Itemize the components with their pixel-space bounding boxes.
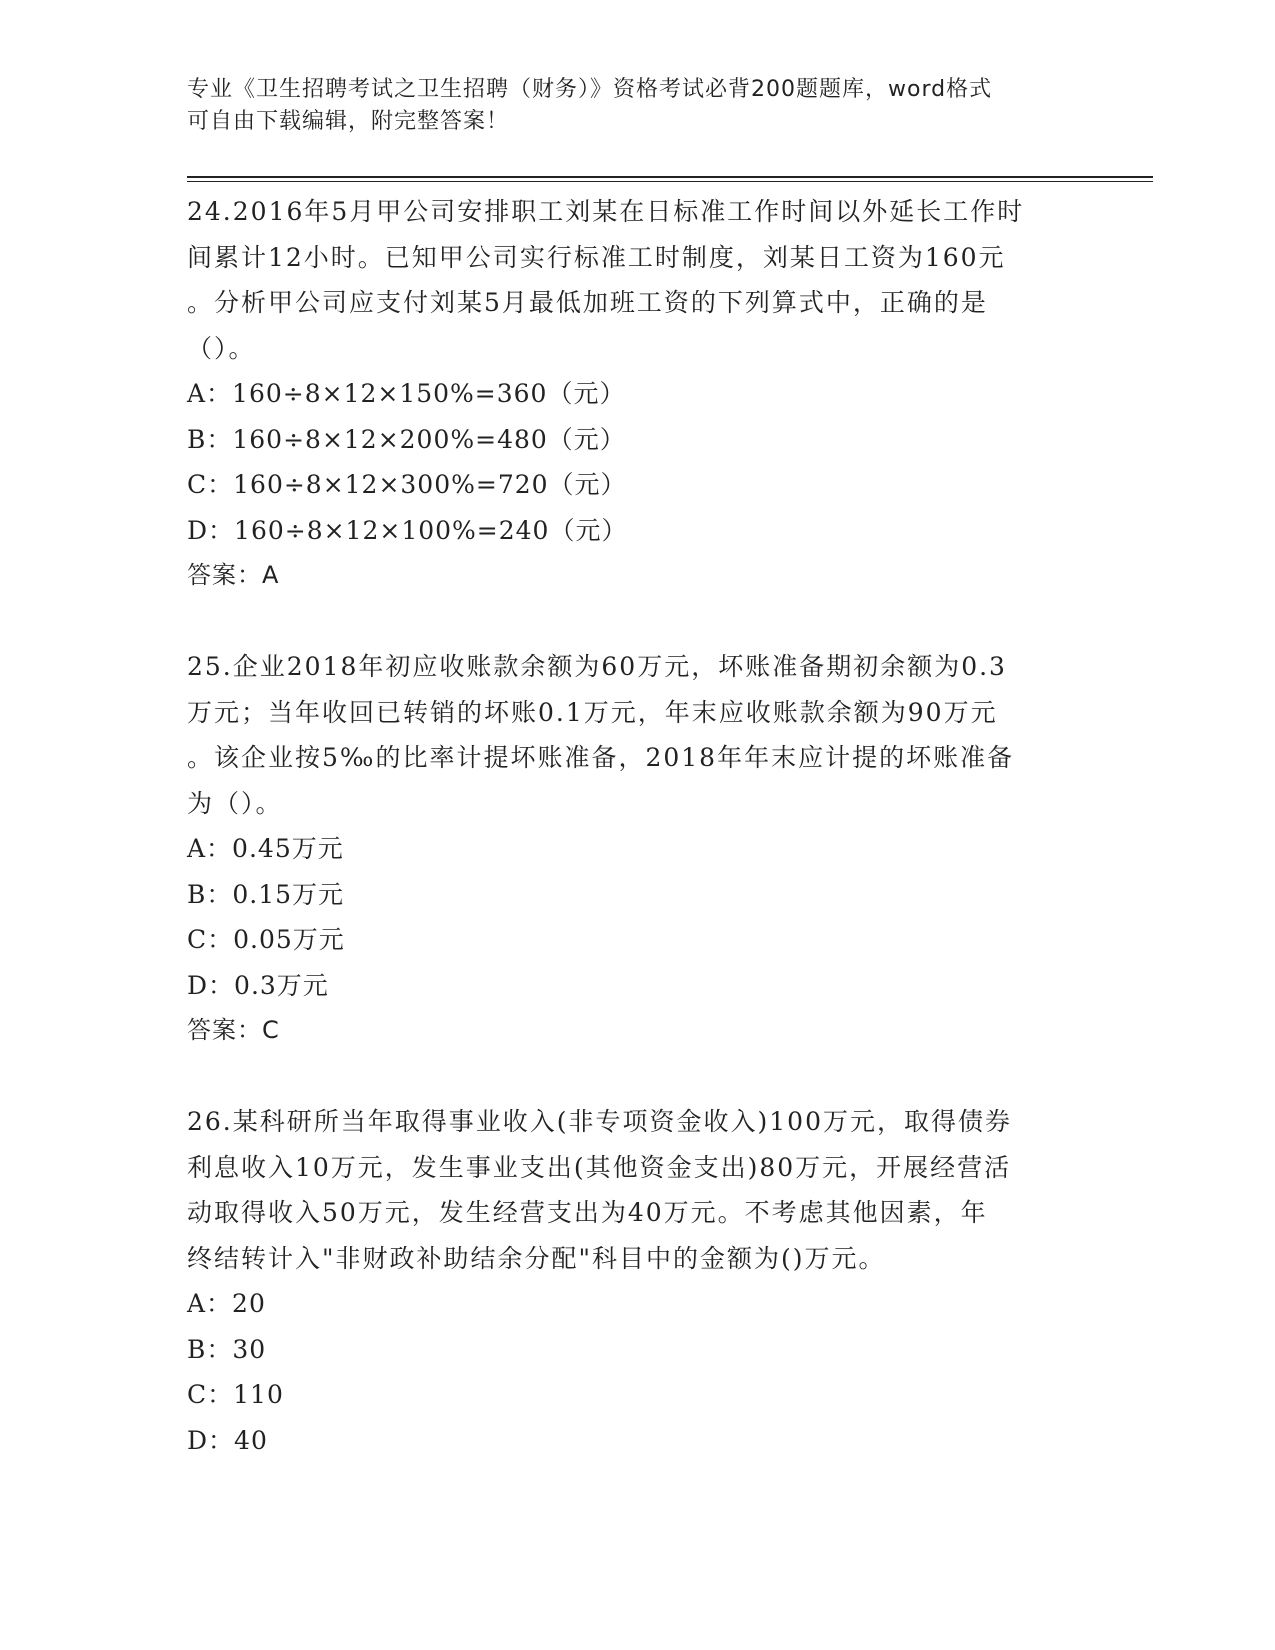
- option-d: D：160÷8×12×100%=240（元）: [187, 515, 628, 545]
- header-title-line-1: 专业《卫生招聘考试之卫生招聘（财务）》资格考试必背200题题库，word格式: [187, 77, 993, 102]
- question-text-line: 。分析甲公司应支付刘某5月最低加班工资的下列算式中，正确的是: [187, 288, 988, 317]
- question-26: [187, 1099, 1087, 1463]
- option-c: C：0.05万元: [187, 925, 345, 954]
- option-d: D：40: [187, 1425, 268, 1455]
- header-divider-thick: [187, 176, 1153, 178]
- option-b: B：160÷8×12×200%=480（元）: [187, 424, 626, 454]
- option-a: A：20: [187, 1289, 266, 1318]
- question-text-line: 26.某科研所当年取得事业收入(非专项资金收入)100万元，取得债券: [187, 1107, 1012, 1136]
- option-a: A：0.45万元: [187, 834, 344, 863]
- question-text-line: 动取得收入50万元，发生经营支出为40万元。不考虑其他因素，年: [187, 1198, 988, 1227]
- option-c: C：160÷8×12×300%=720（元）: [187, 470, 627, 499]
- question-text-line: 。该企业按5‰的比率计提坏账准备，2018年年末应计提的坏账准备: [187, 743, 1015, 772]
- question-text-line: （）。: [187, 333, 256, 363]
- question-text-line: 万元；当年收回已转销的坏账0.1万元，年末应收账款余额为90万元: [187, 697, 998, 727]
- answer-line: 答案：A: [187, 561, 280, 589]
- option-c: C：110: [187, 1380, 284, 1409]
- answer-line: 答案：C: [187, 1016, 280, 1044]
- option-a: A：160÷8×12×150%=360（元）: [187, 379, 626, 408]
- question-text-line: 24.2016年5月甲公司安排职工刘某在日标准工作时间以外延长工作时: [187, 197, 1025, 226]
- document-header: [187, 74, 1087, 138]
- header-title-line-2: 可自由下载编辑，附完整答案！: [187, 109, 510, 134]
- header-divider-thin: [187, 181, 1153, 182]
- question-text-line: 终结转计入"非财政补助结余分配"科目中的金额为()万元。: [187, 1243, 886, 1273]
- question-text-line: 间累计12小时。已知甲公司实行标准工时制度，刘某日工资为160元: [187, 242, 1006, 272]
- question-text-line: 利息收入10万元，发生事业支出(其他资金支出)80万元，开展经营活: [187, 1152, 1012, 1182]
- option-b: B：30: [187, 1334, 267, 1364]
- question-24: [187, 189, 1087, 599]
- option-b: B：0.15万元: [187, 879, 345, 909]
- question-text-line: 25.企业2018年初应收账款余额为60万元，坏账准备期初余额为0.3: [187, 652, 1007, 681]
- option-d: D：0.3万元: [187, 970, 329, 1000]
- question-text-line: 为（）。: [187, 788, 283, 818]
- question-25: [187, 644, 1087, 1054]
